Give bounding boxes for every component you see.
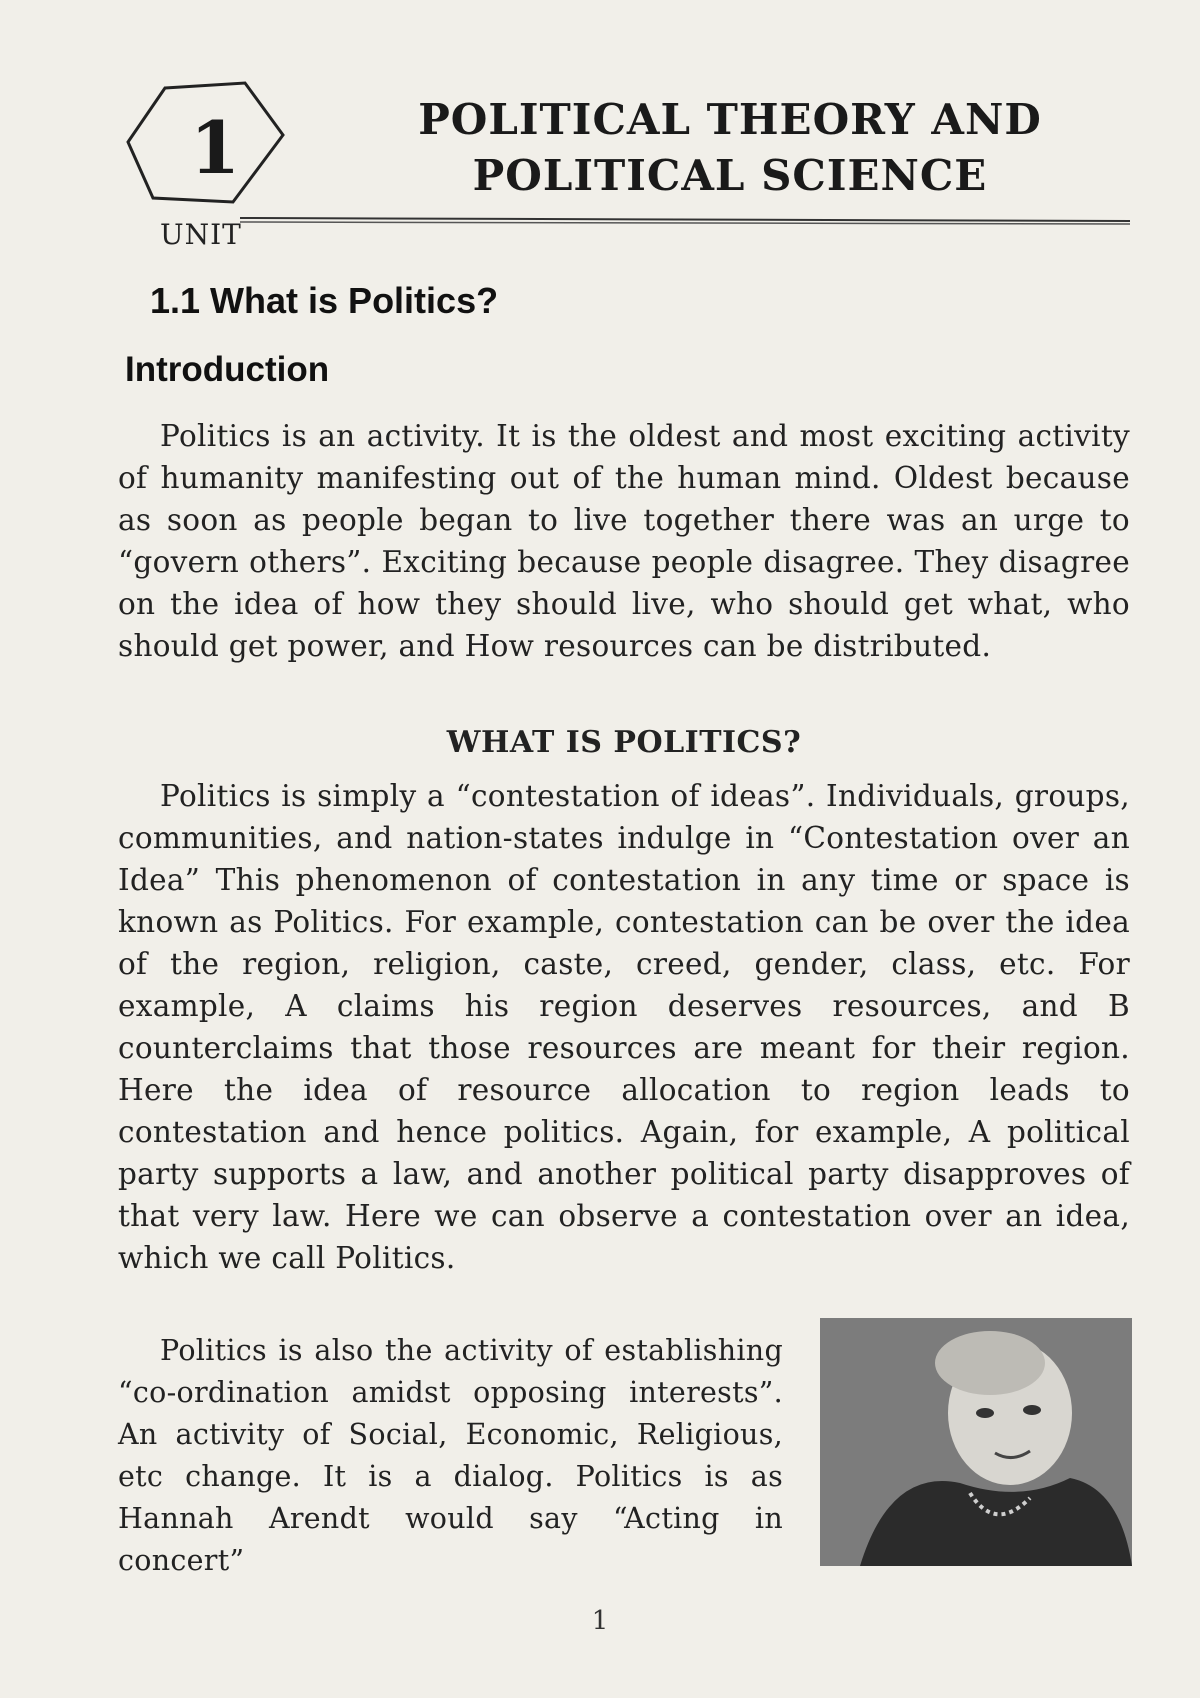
unit-label: UNIT: [160, 218, 242, 251]
section-heading: 1.1 What is Politics?: [150, 280, 499, 321]
title-underline: [240, 216, 1130, 226]
hannah-arendt-portrait: [820, 1318, 1132, 1566]
what-is-politics-heading: WHAT IS POLITICS?: [446, 725, 802, 760]
unit-number: 1: [189, 105, 241, 190]
chapter-title: [330, 92, 1130, 204]
page-number: 1: [591, 1606, 609, 1636]
chapter-title-line-1: POLITICAL THEORY AND: [418, 95, 1042, 144]
coordination-paragraph: Politics is also the activity of establishing “co-ordination amidst opposing interests”. An activity of Social, Economic, Religious, etc change. It is a dialog. Politics is as Hannah Arendt would say “Acting in concert”: [118, 1334, 783, 1577]
chapter-title-line-2: POLITICAL SCIENCE: [472, 151, 988, 200]
intro-paragraph: Politics is an activity. It is the oldest and most exciting activity of humanity manifesting out of the human mind. Oldest because as soon as people began to live together there was an urge to “govern others”. Exciting because people disagree. They disagree on the idea of how they should live, who should get what, who should get power, and How resources can be distributed.: [118, 419, 1130, 663]
introduction-heading: Introduction: [125, 350, 330, 389]
contestation-paragraph: Politics is simply a “contestation of ideas”. Individuals, groups, communities, and nation-states indulge in “Contestation over an Idea” This phenomenon of contestation in any time or space is known as Politics. For example, contestation can be over the idea of the region, religion, caste, creed, gender, class, etc. For example, A claims his region deserves resources, and B counterclaims that those resources are meant for their region. Here the idea of resource allocation to region leads to contestation and hence politics. Again, for example, A political party supports a law, and another political party disapproves of that very law. Here we can observe a contestation over an idea, which we call Politics.: [118, 779, 1130, 1275]
